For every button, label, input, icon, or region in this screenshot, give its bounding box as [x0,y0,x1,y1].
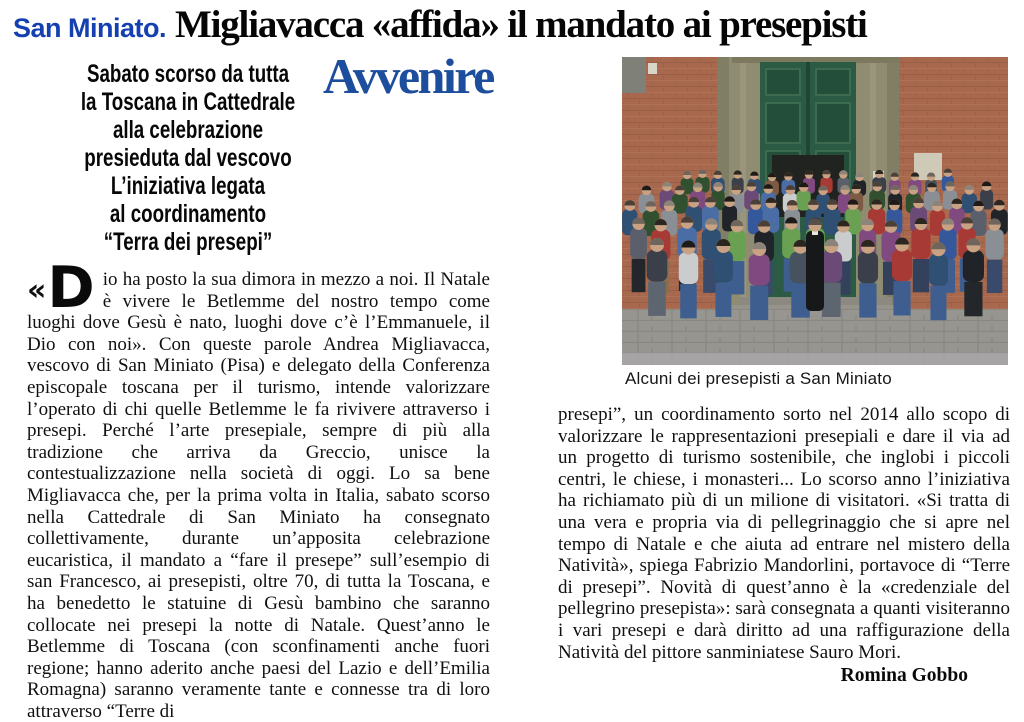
standfirst-line: presieduta dal vescovo [84,144,292,172]
photo-caption: Alcuni dei presepisti a San Miniato [625,369,892,388]
author-byline: Romina Gobbo [840,665,968,687]
headline-kicker: San Miniato. [13,13,167,43]
headline [13,0,867,53]
masthead-logo: Avvenire [323,48,493,104]
drop-cap-letter: D [47,254,95,321]
headline-text: Migliavacca «affida» il mandato ai presepisti [175,3,867,46]
standfirst-line: alla celebrazione [112,116,264,144]
body-text-left: io ha posto la sua dimora in mezzo a noi. Il Natale è vivere le Betlemme del nostro tempo come luoghi dove Gesù è nato, luoghi dove c’è l’Emmanuele, il Dio con noi». Con queste parole Andrea Migliavacca, vescovo di San Miniato (Pisa) e delegato della Conferenza episcopale toscana per il turismo, intende valorizzare l’operato di chi quelle Betlemme le fa rivivere attraverso i presepi. Perché l’arte presepiale, sempre di più alla tradizione che arriva da Greccio, unisce la contestualizzazione nella società di oggi. Lo sa bene Migliavacca che, per la prima volta in Italia, sabato scorso nella Cattedrale di San Miniato ha consegnato collettivamente, durante un’apposita celebrazione eucaristica, il mandato a “fare il presepe” sull’esempio di san Francesco, ai presepisti, oltre 70, di tutta la Toscana, e ha benedetto le statuine di Gesù bambino che saranno collocate nei presepi la notte di Natale. Quest’anno le Betlemme di Toscana (con sconfinamenti anche fuori regione; hanno aderito anche paesi del Lazio e dell’Emilia Romagna) saranno veramente tante e connesse tra di loro attraverso “Terre di [27,269,490,722]
standfirst-line: la Toscana in Cattedrale [80,88,296,116]
standfirst-line: L’iniziativa legata [110,172,266,200]
standfirst [76,60,301,256]
body-text-right: presepi”, un coordinamento sorto nel 2014 allo scopo di valorizzare le rappresentazioni presepiali e dare il via ad un progetto di turismo sostenibile, che inglobi i piccoli centri, le chiese, i monasteri... Lo scorso anno l’iniziativa ha richiamato più di un milione di visitatori. «Si tratta di una vera e propria via di pellegrinaggio che si apre nel tempo di Natale e che aiuta ad entrare nel mistero della Natività», spiega Fabrizio Mandorlini, portavoce di “Terre di presepi”. Novità di quest’anno è la «credenziale del pellegrino presepista»: sarà consegnata a quanti visiteranno i vari presepi e darà diritto ad una raffigurazione della Natività del pittore sanminiatese Sauro Mori. [558,404,1010,663]
standfirst-line: Sabato scorso da tutta [86,60,290,88]
wall-corner-shadow [622,57,646,93]
standfirst-line: “Terra dei presepi” [103,228,273,256]
standfirst-line: al coordinamento [109,200,267,228]
drop-cap [27,254,95,321]
body-column-right [558,404,1010,687]
body-column-left [27,254,490,722]
article-photo [622,57,1008,365]
open-quote-glyph: « [27,272,47,308]
